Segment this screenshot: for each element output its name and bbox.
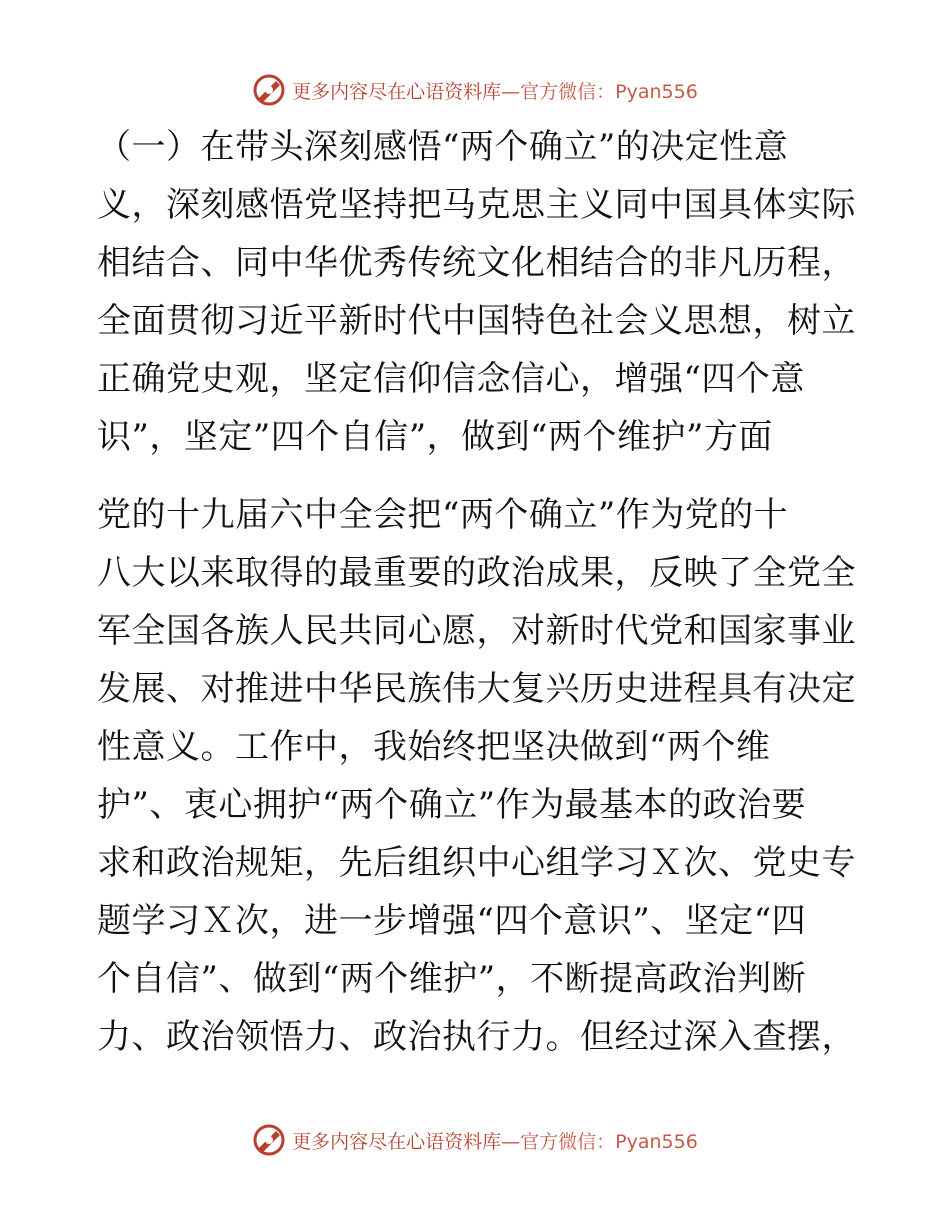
- paragraph-gap: [97, 466, 857, 486]
- text-line: 八大以来取得的最重要的政治成果，反映了全党全: [97, 553, 856, 593]
- footer-watermark-banner: [0, 1120, 950, 1160]
- text-line: 识”，坚定”四个自信”，做到“两个维护”方面: [97, 417, 773, 457]
- banner-wechat: —官方微信：Pyan556: [501, 1130, 698, 1153]
- text-line: 个自信”、做到“两个维护”，不断提高政治判断: [97, 959, 807, 999]
- banner-wechat: —官方微信：Pyan556: [501, 80, 698, 103]
- text-line: 义，深刻感悟党坚持把马克思主义同中国具体实际: [97, 185, 856, 225]
- header-watermark-banner: [0, 70, 950, 110]
- text-line: 相结合、同中华优秀传统文化相结合的非凡历程，: [97, 243, 856, 283]
- document-body: [97, 118, 857, 1066]
- text-line: 发展、对推进中华民族伟大复兴历史进程具有决定: [97, 669, 856, 709]
- pen-circle-logo-icon: [252, 73, 286, 107]
- text-line: （一）在带头深刻感悟“两个确立”的决定性意: [97, 127, 789, 167]
- text-line: 求和政治规矩，先后组织中心组学习Ｘ次、党史专: [97, 843, 856, 883]
- text-line: 全面贯彻习近平新时代中国特色社会义思想，树立: [97, 301, 856, 341]
- banner-text: 更多内容尽在心语资料库: [292, 80, 502, 103]
- text-line: 党的十九届六中全会把“两个确立”作为党的十: [97, 495, 789, 535]
- banner-text: 更多内容尽在心语资料库: [292, 1130, 502, 1153]
- paragraph-2: [97, 486, 857, 1066]
- paragraph-1: [97, 118, 857, 466]
- pen-circle-logo-icon: [252, 1123, 286, 1157]
- text-line: 护”、衷心拥护“两个确立”作为最基本的政治要: [97, 785, 807, 825]
- text-line: 力、政治领悟力、政治执行力。但经过深入查摆，: [97, 1017, 856, 1057]
- text-line: 题学习Ｘ次，进一步增强“四个意识”、坚定“四: [97, 901, 807, 941]
- text-line: 性意义。工作中，我始终把坚决做到“两个维: [97, 727, 771, 767]
- text-line: 正确党史观，坚定信仰信念信心，增强“四个意: [97, 359, 805, 399]
- text-line: 军全国各族人民共同心愿，对新时代党和国家事业: [97, 611, 856, 651]
